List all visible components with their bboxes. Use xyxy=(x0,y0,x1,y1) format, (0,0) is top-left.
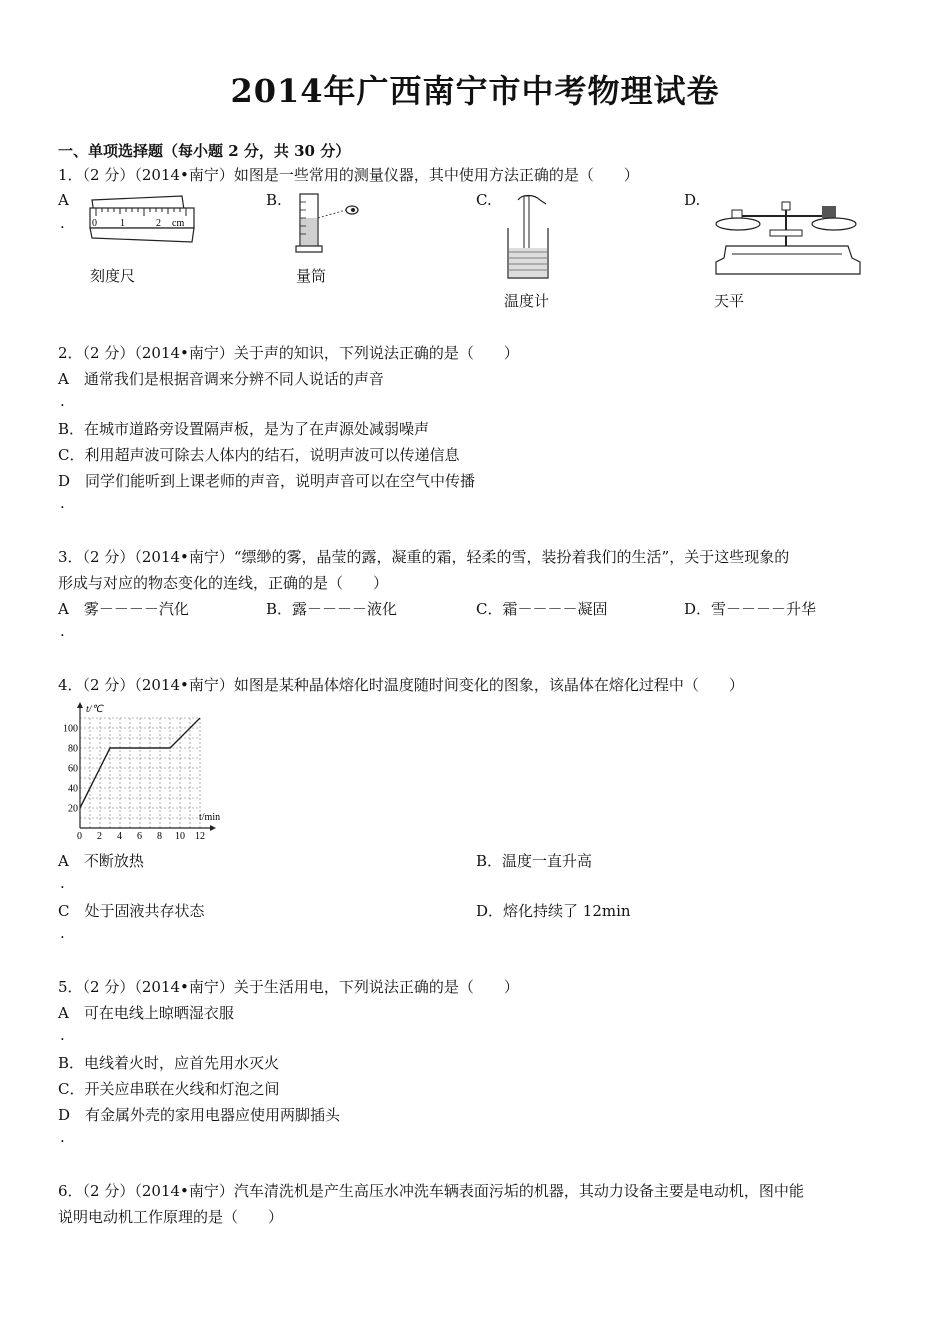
q3-option-c: C．霜－－－－凝固 xyxy=(476,600,608,618)
section-heading: 一、单项选择题（每小题 2 分，共 30 分） xyxy=(58,142,351,160)
q5-option-c: C．开关应串联在火线和灯泡之间 xyxy=(58,1080,280,1098)
q2-option-c: C．利用超声波可除去人体内的结石，说明声波可以传递信息 xyxy=(58,446,460,464)
cylinder-figure xyxy=(294,190,364,260)
x-tick-label: 8 xyxy=(157,831,162,840)
q1-label-a: A xyxy=(58,191,69,209)
page-title: 2014年广西南宁市中考物理试卷 xyxy=(230,72,720,110)
q4-dot: . xyxy=(60,874,65,892)
q2-option-d: D 同学们能听到上课老师的声音，说明声音可以在空气中传播 xyxy=(58,472,476,490)
q4-option-a: A 不断放热 xyxy=(58,852,144,870)
balance-figure xyxy=(712,196,868,282)
y-tick-label: 80 xyxy=(68,743,78,755)
y-axis-label: t/℃ xyxy=(86,704,103,715)
q5-dot: . xyxy=(60,1026,65,1044)
q5-option-b: B．电线着火时，应首先用水灭火 xyxy=(58,1054,280,1072)
question-3-stem-line2: 形成与对应的物态变化的连线，正确的是（ ） xyxy=(58,574,389,592)
q1-label-b: B. xyxy=(266,191,282,209)
q5-option-d: D 有金属外壳的家用电器应使用两脚插头 xyxy=(58,1106,341,1124)
y-tick-label: 40 xyxy=(68,783,78,795)
q1-label-c: C. xyxy=(476,191,492,209)
x-axis-label: t/min xyxy=(199,812,221,823)
question-6-stem-line2: 说明电动机工作原理的是（ ） xyxy=(58,1208,284,1226)
x-tick-label: 12 xyxy=(195,831,205,840)
q2-dot: . xyxy=(60,392,65,410)
ruler-tick-0: 0 xyxy=(92,218,97,229)
melting-curve-chart xyxy=(58,700,238,840)
q1-label-d: D. xyxy=(684,191,701,209)
q1-caption-d: 天平 xyxy=(714,292,745,310)
y-tick-label: 20 xyxy=(68,803,78,815)
thermometer-figure xyxy=(500,192,570,284)
q4-option-d: D．熔化持续了 12min xyxy=(476,902,631,920)
q3-option-b: B．露－－－－液化 xyxy=(266,600,398,618)
question-3-stem-line1: 3．（2 分）（2014•南宁）“缥缈的雾，晶莹的露，凝重的霜，轻柔的雪，装扮着我们的生活”，关于这些现象的 xyxy=(58,548,790,566)
x-tick-label: 6 xyxy=(137,831,142,840)
question-6-stem-line1: 6．（2 分）（2014•南宁）汽车清洗机是产生高压水冲洗车辆表面污垢的机器，其动力设备主要是电动机，图中能 xyxy=(58,1182,804,1200)
ruler-tick-1: 1 xyxy=(120,218,125,229)
q4-option-c: C 处于固液共存状态 xyxy=(58,902,205,920)
question-1-stem: 1．（2 分）（2014•南宁）如图是一些常用的测量仪器，其中使用方法正确的是（ ） xyxy=(58,166,639,184)
question-5-stem: 5．（2 分）（2014•南宁）关于生活用电，下列说法正确的是（ ） xyxy=(58,978,519,996)
x-tick-label: 2 xyxy=(97,831,102,840)
q3-dot: . xyxy=(60,622,65,640)
q3-option-d: D．雪－－－－升华 xyxy=(684,600,817,618)
ruler-tick-2: 2 xyxy=(156,218,161,229)
x-axis-arrow xyxy=(210,825,216,831)
y-tick-label: 100 xyxy=(63,723,78,735)
question-4-stem: 4．（2 分）（2014•南宁）如图是某种晶体熔化时温度随时间变化的图象，该晶体在熔化过程中（ ） xyxy=(58,676,744,694)
x-tick-label: 10 xyxy=(175,831,185,840)
q5-option-a: A 可在电线上晾晒湿衣服 xyxy=(58,1004,234,1022)
q1-caption-c: 温度计 xyxy=(504,292,550,310)
q3-option-a: A 雾－－－－汽化 xyxy=(58,600,189,618)
q2-option-b: B．在城市道路旁设置隔声板，是为了在声源处减弱噪声 xyxy=(58,420,430,438)
ruler-tick-cm: cm xyxy=(172,218,185,229)
question-2-stem: 2．（2 分）（2014•南宁）关于声的知识，下列说法正确的是（ ） xyxy=(58,344,519,362)
q4-dot: . xyxy=(60,924,65,942)
q1-caption-b: 量筒 xyxy=(296,267,327,285)
q5-dot: . xyxy=(60,1128,65,1146)
ruler-figure xyxy=(86,194,198,248)
y-axis-arrow xyxy=(77,702,83,708)
q2-option-a: A 通常我们是根据音调来分辨不同人说话的声音 xyxy=(58,370,384,388)
x-tick-label: 4 xyxy=(117,831,122,840)
q1-caption-a: 刻度尺 xyxy=(90,267,136,285)
x-tick-label: 0 xyxy=(77,831,82,840)
q4-option-b: B．温度一直升高 xyxy=(476,852,593,870)
q2-dot: . xyxy=(60,494,65,512)
q1-dot: . xyxy=(60,214,65,232)
y-tick-label: 60 xyxy=(68,763,78,775)
